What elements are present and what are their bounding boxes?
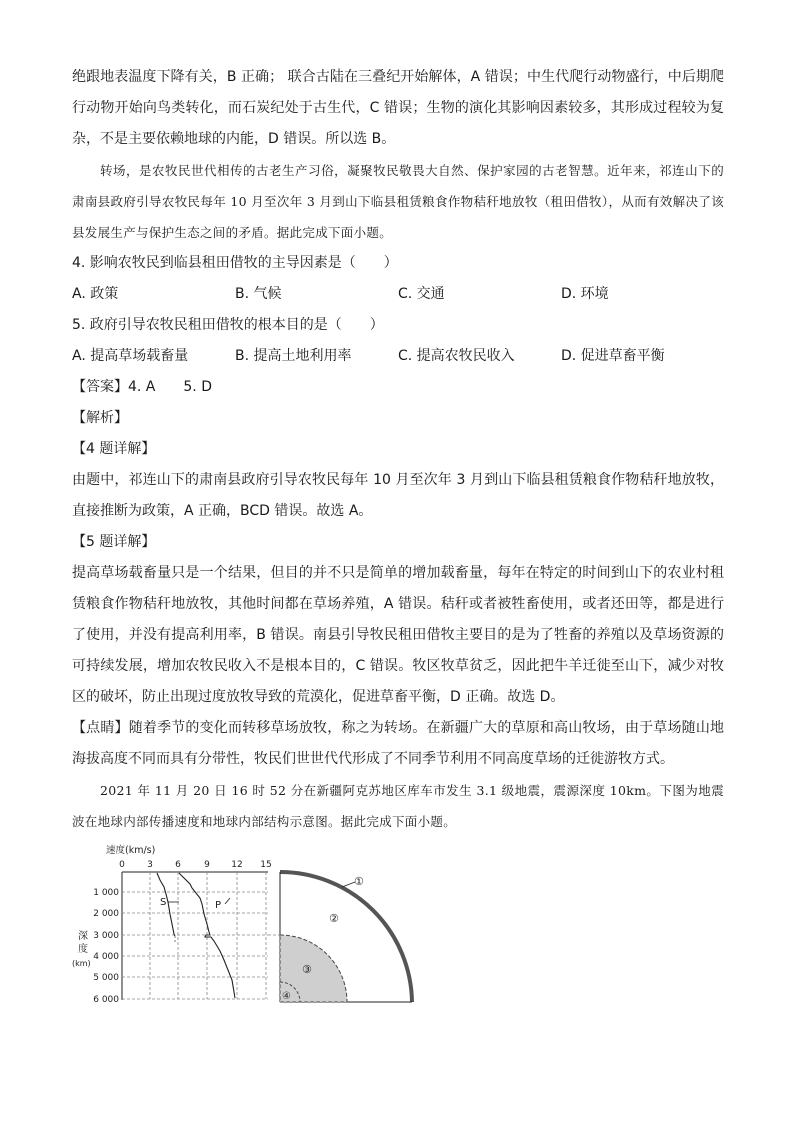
y-tick-3000: 3 000 — [93, 931, 119, 941]
comment-tag: 【点睛】 — [72, 720, 129, 736]
q4-option-b: B. 气候 — [235, 286, 282, 302]
depth-label-unit: (km) — [72, 959, 91, 968]
y-tick-4000: 4 000 — [93, 952, 119, 962]
p-label-leader — [225, 898, 230, 904]
depth-label-char-2: 度 — [78, 944, 88, 955]
y-tick-5000: 5 000 — [93, 973, 119, 983]
x-tick-15: 15 — [260, 860, 272, 870]
detail-4-text: 由题中，祁连山下的肃南县政府引导农牧民每年 10 月至次年 3 月到山下临县租赁粮食作物秸秆地放牧，直接推断为政策，A 正确，BCD 错误。故选 A。 — [72, 472, 724, 519]
layer-label-4: ④ — [282, 991, 291, 1002]
q5-option-b: B. 提高土地利用率 — [235, 348, 352, 364]
p-wave-label: P — [215, 900, 222, 911]
y-tick-6000: 6 000 — [93, 995, 119, 1005]
x-tick-12: 12 — [231, 860, 243, 870]
q5-option-d: D. 促进草畜平衡 — [561, 348, 665, 364]
intro-paragraph: 绝跟地表温度下降有关，B 正确； 联合古陆在三叠纪开始解体，A 错误；中生代爬行动物盛行，中后期爬行动物开始向鸟类转化，而石炭纪处于古生代，C 错误；生物的演化其影响因素较多，其形成过程较为复杂，不是主要依赖地球的内能，D 错误。所以选 B。 — [72, 69, 724, 147]
answer-tag: 【答案】 — [72, 379, 128, 395]
s-wave-label: S — [160, 897, 167, 908]
q4-option-a: A. 政策 — [72, 286, 119, 302]
question-4-stem: 4. 影响农牧民到临县租田借牧的主导因素是（ ） — [72, 255, 398, 271]
material-paragraph-1: 转场，是农牧民世代相传的古老生产习俗，凝聚牧民敬畏大自然、保护家园的古老智慧。近年来，祁连山下的肃南县政府引导农牧民每年 10 月至次年 3 月到山下临县租赁粮食作物秸秆地放牧（租田借牧），从而有效解决了该县发展生产与保护生态之间的矛盾。据此完成下面小题。 — [72, 163, 724, 240]
question-5-stem: 5. 政府引导农牧民租田借牧的根本目的是（ ） — [72, 317, 384, 333]
layer-label-1: ① — [354, 875, 364, 888]
comment-paragraph — [72, 713, 724, 775]
earth-structure-diagram — [268, 872, 412, 1002]
y-tick-1000: 1 000 — [93, 888, 119, 898]
document-body — [72, 62, 724, 837]
answer-line — [72, 372, 724, 403]
layer-label-2: ② — [329, 912, 339, 925]
q4-option-d: D. 环境 — [561, 286, 609, 302]
layer-label-3: ③ — [302, 963, 312, 976]
x-tick-3: 3 — [147, 860, 153, 870]
detail-4-tag: 【4 题详解】 — [72, 441, 156, 457]
q5-option-a: A. 提高草场载畜量 — [72, 348, 189, 364]
y-tick-2000: 2 000 — [93, 909, 119, 919]
question-4-options — [72, 279, 724, 310]
analysis-tag: 【解析】 — [72, 410, 128, 426]
question-5-options — [72, 341, 724, 372]
detail-5-text: 提高草场载畜量只是一个结果，但目的并不只是简单的增加载畜量，每年在特定的时间到山下的农业村租赁粮食作物秸秆地放牧，其他时间都在草场养殖，A 错误。秸秆或者被牲畜使用，或者还田等，都是进行了使用，并没有提高利用率，B 错误。南县引导牧民租田借牧主要目的是为了牲畜的养殖以及草场资源的可持续发展，增加农牧民收入不是根本目的，C 错误。牧区牧草贫乏，因此把牛羊迁徙至山下，减少对牧区的破坏，防止出现过度放牧导致的荒漠化，促进草畜平衡，D 正确。故选 D。 — [72, 565, 724, 705]
x-tick-9: 9 — [204, 860, 210, 870]
material-paragraph-2: 2021 年 11 月 20 日 16 时 52 分在新疆阿克苏地区库车市发生 3.1 级地震，震源深度 10km。下图为地震波在地球内部传播速度和地球内部结构示意图。据此完成下面小题。 — [72, 783, 724, 829]
q5-option-c: C. 提高农牧民收入 — [398, 348, 515, 364]
x-tick-6: 6 — [175, 860, 181, 870]
comment-text: 随着季节的变化而转移草场放牧，称之为转场。在新疆广大的草原和高山牧场，由于草场随山地海拔高度不同而具有分带性，牧民们世世代代形成了不同季节利用不同高度草场的迁徙游牧方式。 — [72, 720, 725, 767]
seismic-wave-figure — [72, 842, 417, 1007]
x-tick-0: 0 — [119, 860, 125, 870]
speed-axis-label: 速度(km/s) — [106, 845, 156, 856]
detail-5-tag: 【5 题详解】 — [72, 534, 156, 550]
q4-option-c: C. 交通 — [398, 286, 445, 302]
depth-label-char-1: 深 — [78, 931, 88, 942]
answer-text: 4. A 5. D — [128, 379, 212, 395]
